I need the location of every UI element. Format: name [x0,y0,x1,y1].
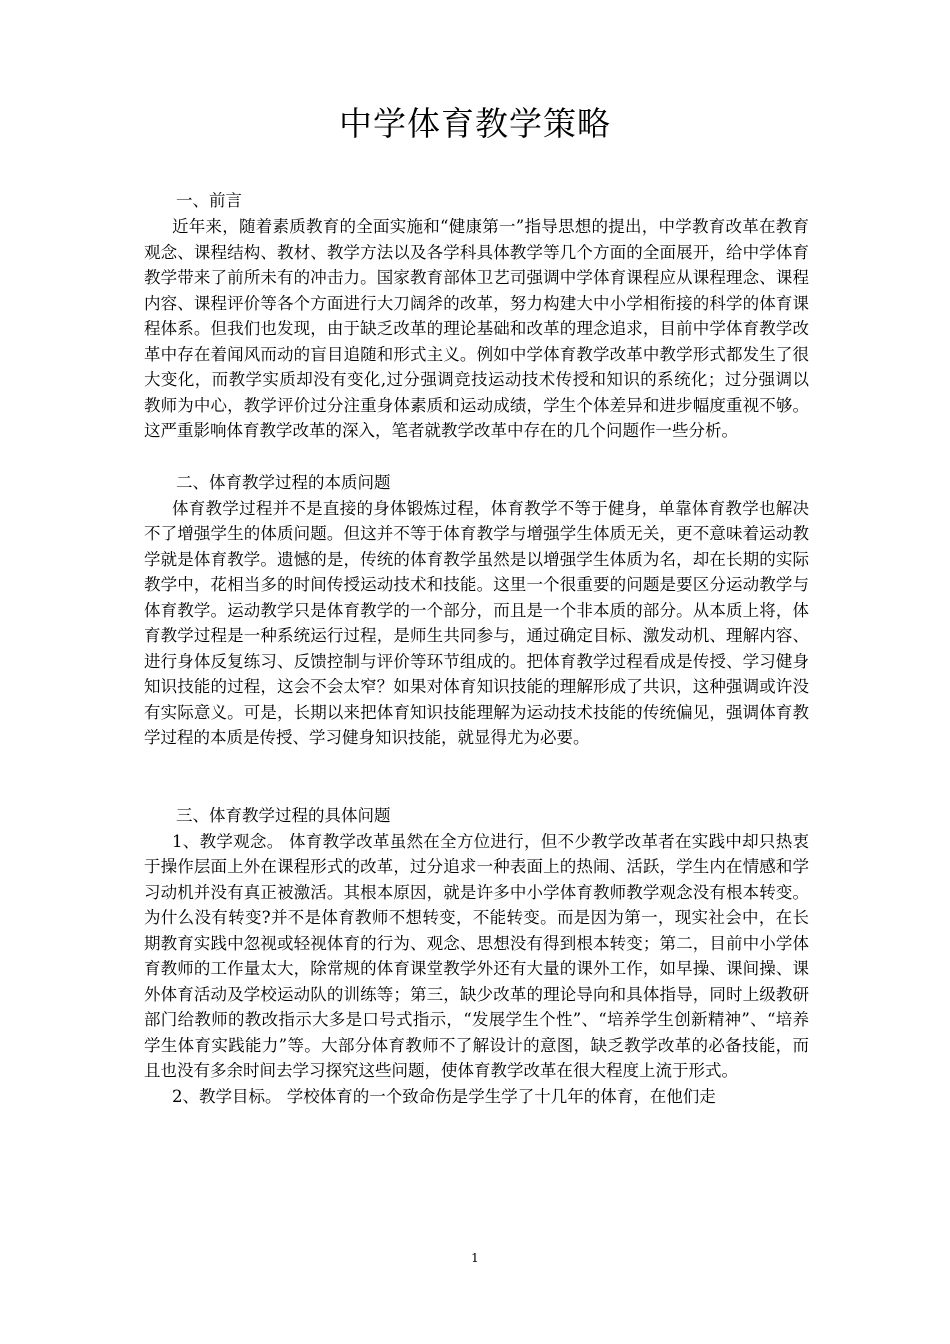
section-heading: 三、体育教学过程的具体问题 [176,805,391,825]
spacer [144,751,809,803]
document-body [144,188,809,1109]
section-heading: 二、体育教学过程的本质问题 [176,472,391,492]
page-number: 1 [471,1251,479,1265]
paragraph: 近年来，随着素质教育的全面实施和“健康第一”指导思想的提出，中学教育改革在教育观念、课程结构、教材、教学方法以及各学科具体教学等几个方面的全面展开，给中学体育教学带来了前所未有的冲击力。国家教育部体卫艺司强调中学体育课程应从课程理念、课程内容、课程评价等各个方面进行大刀阔斧的改革，努力构建大中小学相衔接的科学的体育课程体系。但我们也发现，由于缺乏改革的理论基础和改革的理念追求，目前中学体育教学改革中存在着闻风而动的盲目追随和形式主义。例如中学体育教学改革中教学形式都发生了很大变化，而教学实质却没有变化,过分强调竞技运动技术传授和知识的系统化；过分强调以教师为中心，教学评价过分注重身体素质和运动成绩，学生个体差异和进步幅度重视不够。这严重影响体育教学改革的深入，笔者就教学改革中存在的几个问题作一些分析。 [144,217,809,440]
paragraph: 体育教学过程并不是直接的身体锻炼过程，体育教学不等于健身，单靠体育教学也解决不了增强学生的体质问题。但这并不等于体育教学与增强学生体质无关，更不意味着运动教学就是体育教学。遗憾的是，传统的体育教学虽然是以增强学生体质为名，却在长期的实际教学中，花相当多的时间传授运动技术和技能。这里一个很重要的问题是要区分运动教学与体育教学。运动教学只是体育教学的一个部分，而且是一个非本质的部分。从本质上将，体育教学过程是一种系统运行过程，是师生共同参与，通过确定目标、激发动机、理解内容、进行身体反复练习、反馈控制与评价等环节组成的。把体育教学过程看成是传授、学习健身知识技能的过程，这会不会太窄？如果对体育知识技能的理解形成了共识，这种强调或许没有实际意义。可是，长期以来把体育知识技能理解为运动技术技能的传统偏见，强调体育教学过程的本质是传授、学习健身知识技能，就显得尤为必要。 [144,498,809,747]
paragraph: 2、教学目标。 学校体育的一个致命伤是学生学了十几年的体育，在他们走 [172,1086,716,1106]
section-preface [144,188,809,444]
section-specific-issues [144,803,809,1110]
section-essence [144,470,809,751]
spacer [144,444,809,470]
paragraph: 1、教学观念。 体育教学改革虽然在全方位进行，但不少教学改革者在实践中却只热衷于操作层面上外在课程形式的改革，过分追求一种表面上的热闹、活跃，学生内在情感和学习动机并没有真正被激活。其根本原因，就是许多中小学体育教师教学观念没有根本转变。为什么没有转变?并不是体育教师不想转变，不能转变。而是因为第一，现实社会中，在长期教育实践中忽视或轻视体育的行为、观念、思想没有得到根本转变；第二，目前中小学体育教师的工作量太大，除常规的体育课堂教学外还有大量的课外工作，如早操、课间操、课外体育活动及学校运动队的训练等；第三，缺少改革的理论导向和具体指导，同时上级教研部门给教师的教改指示大多是口号式指示，“发展学生个性”、“培养学生创新精神”、“培养学生体育实践能力”等。大部分体育教师不了解设计的意图，缺乏教学改革的必备技能，而且也没有多余时间去学习探究这些问题，使体育教学改革在很大程度上流于形式。 [144,831,809,1080]
section-heading: 一、前言 [176,191,242,210]
document-title: 中学体育教学策略 [339,104,611,143]
